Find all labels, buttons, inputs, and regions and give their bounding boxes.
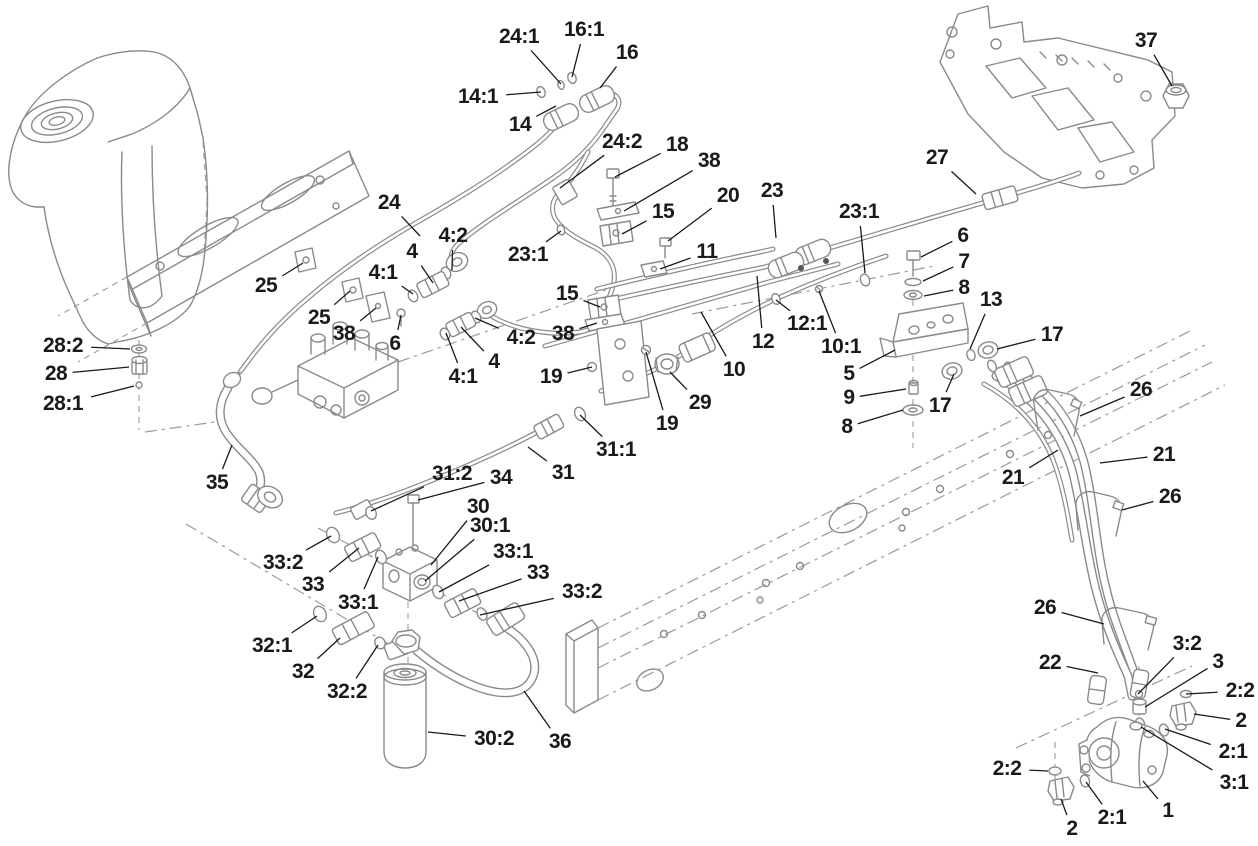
leader-line xyxy=(1154,55,1172,86)
part-label: 1 xyxy=(1162,799,1174,822)
leader-line xyxy=(329,548,359,572)
part-label: 5 xyxy=(843,362,855,385)
leader-line xyxy=(356,645,378,678)
part-label: 7 xyxy=(958,250,970,273)
leader-line xyxy=(459,579,522,601)
part-label: 32:2 xyxy=(326,680,368,703)
leader-line xyxy=(646,352,663,410)
leader-line xyxy=(858,410,903,424)
part-label: 8 xyxy=(841,415,853,438)
part-label: 27 xyxy=(925,146,949,169)
part-label: 4 xyxy=(488,350,500,373)
leader-line xyxy=(1122,501,1153,510)
part-label: 29 xyxy=(688,391,712,414)
leader-line xyxy=(531,50,561,84)
leader-line xyxy=(1067,666,1098,673)
leader-line xyxy=(997,339,1035,349)
part-label: 23:1 xyxy=(507,243,549,266)
part-label: 4 xyxy=(406,240,418,263)
leader-line xyxy=(600,67,617,88)
leader-line xyxy=(452,250,453,270)
leader-line xyxy=(1029,770,1048,771)
part-label: 17 xyxy=(928,394,952,417)
part-label: 12:1 xyxy=(786,312,828,335)
part-label: 31:1 xyxy=(595,438,637,461)
leader-line xyxy=(292,616,317,633)
leader-line xyxy=(1145,668,1207,707)
leader-line xyxy=(924,290,953,296)
part-label: 30:2 xyxy=(473,727,515,750)
part-label: 18 xyxy=(665,133,689,156)
leader-line xyxy=(773,205,776,238)
part-label: 2:1 xyxy=(1097,806,1127,829)
part-label: 25 xyxy=(254,274,278,297)
part-label: 32 xyxy=(291,660,315,683)
leader-line xyxy=(860,389,906,396)
part-label: 34 xyxy=(489,466,513,489)
leader-line xyxy=(560,155,604,188)
part-label: 4:1 xyxy=(448,365,478,388)
part-label: 15 xyxy=(555,282,579,305)
leader-line xyxy=(580,415,602,437)
leader-line xyxy=(431,521,467,565)
part-label: 25 xyxy=(307,306,331,329)
part-label: 33:2 xyxy=(262,551,304,574)
part-label: 23 xyxy=(760,179,784,202)
part-label: 26 xyxy=(1158,485,1182,508)
part-label: 31:2 xyxy=(431,462,473,485)
leader-line xyxy=(860,226,865,273)
part-label: 20 xyxy=(716,184,740,207)
part-label: 4:2 xyxy=(506,326,536,349)
leader-line xyxy=(398,315,401,330)
leader-line xyxy=(757,276,762,328)
part-label: 2 xyxy=(1066,817,1078,840)
leader-line xyxy=(923,267,953,281)
leader-line xyxy=(946,374,954,392)
leader-line xyxy=(73,367,129,372)
part-label: 16:1 xyxy=(563,18,605,41)
leader-line xyxy=(580,323,597,329)
leader-line xyxy=(701,312,726,356)
leader-line xyxy=(446,333,458,363)
part-label: 26 xyxy=(1129,378,1153,401)
part-label: 38 xyxy=(697,149,721,172)
leader-line xyxy=(318,638,340,659)
leader-line xyxy=(670,372,687,390)
leader-line xyxy=(1143,781,1158,799)
part-label: 10 xyxy=(722,358,746,381)
part-label: 3:2 xyxy=(1172,632,1202,655)
part-label: 19 xyxy=(539,365,563,388)
leader-line xyxy=(91,386,134,397)
leader-line xyxy=(1086,782,1102,804)
part-label: 6 xyxy=(389,332,401,355)
leader-line xyxy=(622,221,647,234)
part-label: 11 xyxy=(696,240,718,263)
leader-line xyxy=(402,286,413,294)
part-label: 31 xyxy=(551,461,575,484)
leader-line xyxy=(921,241,952,257)
part-label: 32:1 xyxy=(251,634,293,657)
part-label: 33 xyxy=(301,573,325,596)
leader-line xyxy=(334,291,350,305)
part-label: 26 xyxy=(1033,596,1057,619)
part-label: 33 xyxy=(526,561,550,584)
part-label: 23:1 xyxy=(838,200,880,223)
part-label: 12 xyxy=(751,330,775,353)
part-label: 2 xyxy=(1235,709,1247,732)
leader-line xyxy=(402,216,420,236)
part-label: 37 xyxy=(1134,29,1158,52)
leader-line xyxy=(615,153,661,177)
leader-line xyxy=(546,231,561,242)
leader-line xyxy=(506,92,541,95)
leader-line xyxy=(306,536,331,550)
leader-line xyxy=(421,266,433,283)
part-label: 24 xyxy=(377,191,401,214)
leader-line xyxy=(1186,692,1218,694)
part-label: 2:2 xyxy=(992,757,1022,780)
part-label: 3 xyxy=(1212,650,1224,673)
part-label: 38 xyxy=(551,322,575,345)
part-label: 24:1 xyxy=(498,25,540,48)
leader-line xyxy=(282,263,303,276)
part-label: 33:1 xyxy=(337,591,379,614)
part-label: 2:2 xyxy=(1225,679,1255,702)
part-label: 33:2 xyxy=(561,580,603,603)
leader-line xyxy=(1061,799,1067,815)
part-label: 30:1 xyxy=(469,514,511,537)
leader-line xyxy=(668,208,712,241)
leader-line xyxy=(425,539,474,581)
leader-line xyxy=(776,300,790,311)
leader-line xyxy=(480,598,554,615)
part-label: 19 xyxy=(655,412,679,435)
part-label: 4:2 xyxy=(438,224,468,247)
part-label: 10:1 xyxy=(820,335,862,358)
part-label: 35 xyxy=(205,471,229,494)
leader-line xyxy=(439,565,489,592)
leader-line xyxy=(371,487,424,511)
leader-line xyxy=(970,314,985,349)
part-label: 14:1 xyxy=(457,85,499,108)
leader-line xyxy=(660,258,691,269)
part-label: 17 xyxy=(1040,323,1064,346)
part-label: 22 xyxy=(1038,651,1062,674)
part-label: 8 xyxy=(958,276,970,299)
leader-line xyxy=(1029,450,1058,468)
part-label: 33:1 xyxy=(492,540,534,563)
part-label: 28 xyxy=(44,362,68,385)
part-label: 30 xyxy=(466,495,490,518)
leader-line xyxy=(536,106,556,116)
leader-line xyxy=(1138,657,1174,694)
leader-line xyxy=(860,350,895,368)
leader-line xyxy=(1062,612,1104,624)
leader-line xyxy=(360,308,376,321)
part-label: 13 xyxy=(979,288,1003,311)
leader-line xyxy=(528,447,547,461)
part-label: 3:1 xyxy=(1219,771,1249,794)
leader-line xyxy=(1194,714,1230,719)
part-label: 28:1 xyxy=(42,392,84,415)
leader-line xyxy=(572,44,580,77)
part-label: 15 xyxy=(651,200,675,223)
leader-line xyxy=(428,732,466,736)
leader-line xyxy=(1165,729,1211,744)
part-label: 2:1 xyxy=(1218,740,1248,763)
part-label: 38 xyxy=(332,322,356,345)
leader-line xyxy=(524,691,550,728)
leader-line xyxy=(461,327,484,351)
leader-line xyxy=(222,445,232,469)
part-label: 21 xyxy=(1152,443,1176,466)
part-label: 24:2 xyxy=(601,130,643,153)
part-label: 4:1 xyxy=(368,261,398,284)
leader-line xyxy=(475,318,499,328)
leader-line xyxy=(1100,457,1147,463)
part-label: 6 xyxy=(957,224,969,247)
leader-line xyxy=(568,367,592,373)
leader-line xyxy=(583,300,600,307)
part-label: 28:2 xyxy=(42,334,84,357)
leader-line xyxy=(1080,397,1125,416)
part-label: 14 xyxy=(508,113,532,136)
leader-line xyxy=(364,557,378,589)
part-label: 16 xyxy=(615,41,639,64)
leader-line xyxy=(951,171,976,194)
part-label: 21 xyxy=(1001,466,1025,489)
part-label: 36 xyxy=(548,730,572,753)
leader-line xyxy=(91,347,130,349)
part-label: 9 xyxy=(843,386,855,409)
